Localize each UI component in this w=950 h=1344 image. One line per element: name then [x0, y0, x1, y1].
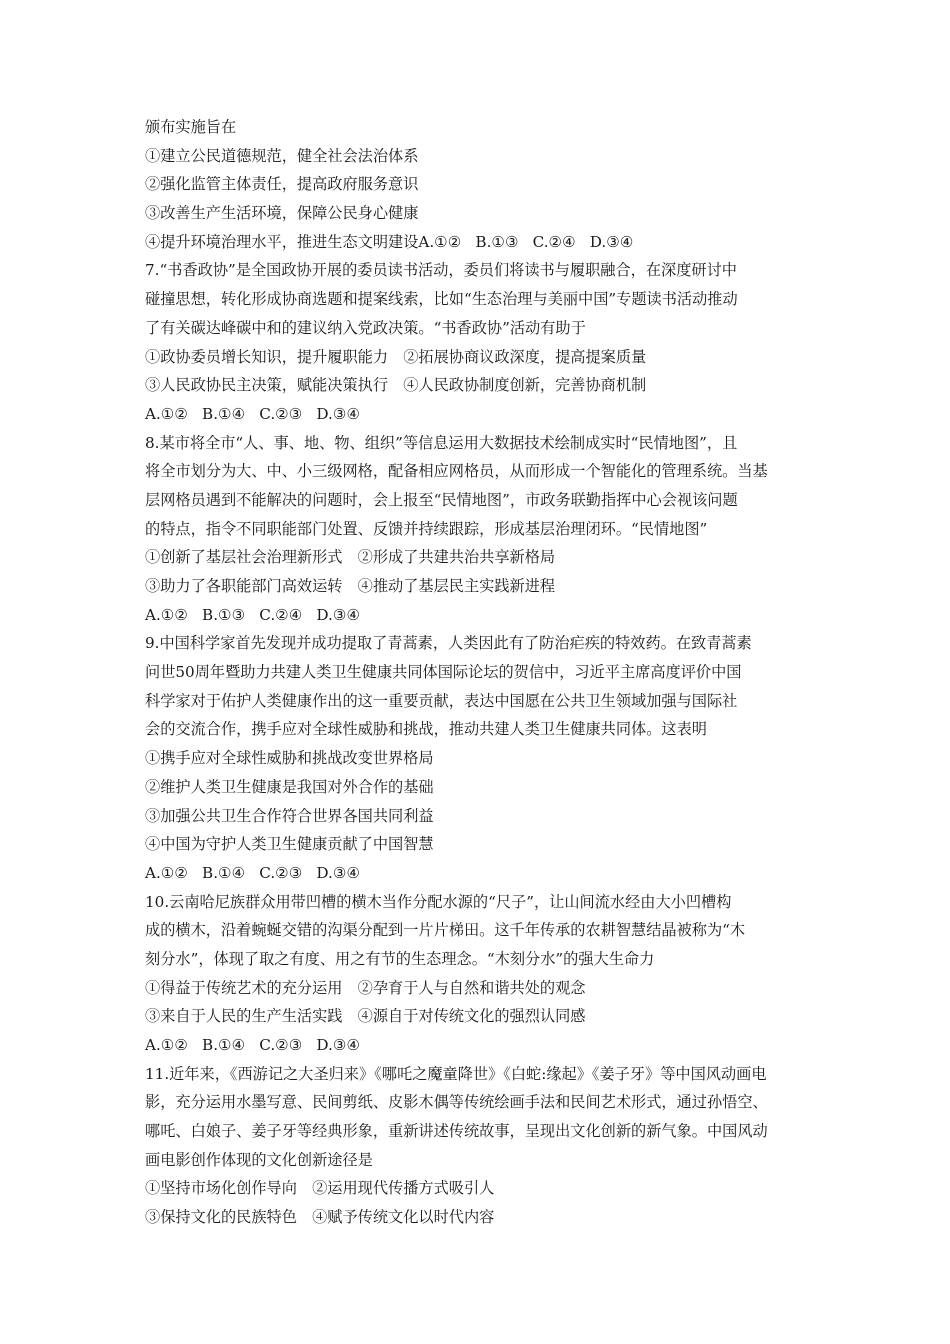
q6-option-2: ②强化监管主体责任，提高政府服务意识 [145, 175, 419, 194]
q7-choice-d: D.③④ [316, 404, 361, 423]
q8-options-row: ①创新了基层社会治理新形式 ②形成了共建共治共享新格局 [145, 548, 556, 567]
q9-option-4: ④中国为守护人类卫生健康贡献了中国智慧 [145, 835, 434, 854]
q11-stem-line: 11.近年来，《西游记之大圣归来》《哪吒之魔童降世》《白蛇:缘起》《姜子牙》等中国风动画电 [145, 1064, 767, 1083]
q9-choice-d: D.③④ [316, 863, 361, 882]
q7-stem-line: 碰撞思想，转化形成协商选题和提案线索，比如“生态治理与美丽中国”专题读书活动推动 [145, 290, 738, 309]
q9-stem-line: 科学家对于佑护人类健康作出的这一重要贡献，表达中国愿在公共卫生领域加强与国际社 [145, 691, 738, 710]
q8-stem-line: 将全市划分为大、中、小三级网格，配备相应网格员，从而形成一个智能化的管理系统。当基 [145, 462, 768, 481]
q9-option-2: ②维护人类卫生健康是我国对外合作的基础 [145, 777, 434, 796]
q10-choice-c: C.②③ [259, 1036, 303, 1054]
q9-option-1: ①携手应对全球性威胁和挑战改变世界格局 [145, 749, 434, 768]
q10-options-row: ③来自于人民的生产生活实践 ④源自于对传统文化的强烈认同感 [145, 1007, 586, 1026]
q9-stem-line: 问世50周年暨助力共建人类卫生健康共同体国际论坛的贺信中，习近平主席高度评价中国 [145, 663, 742, 682]
q6-choice-c: C.②④ [532, 232, 576, 251]
q8-choice-d: D.③④ [316, 605, 361, 624]
q8-stem-line: 8.某市将全市“人、事、地、物、组织”等信息运用大数据技术绘制成实时“民情地图”，且 [145, 433, 738, 452]
q9-choice-a: A.①② [145, 863, 189, 882]
q9-choices [145, 859, 825, 888]
q9-stem-line: 9.中国科学家首先发现并成功提取了青蒿素，人类因此有了防治疟疾的特效药。在致青蒿素 [145, 634, 752, 653]
q11-options-row: ③保持文化的民族特色 ④赋予传统文化以时代内容 [145, 1208, 495, 1227]
q7-stem-line: 7.“书香政协”是全国政协开展的委员读书活动，委员们将读书与履职融合，在深度研讨中 [145, 261, 737, 280]
q6-choice-b: B.①③ [475, 232, 519, 251]
q6-option-1: ①建立公民道德规范，健全社会法治体系 [145, 146, 419, 165]
q10-stem-line: 成的横木，沿着蜿蜒交错的沟渠分配到一片片梯田。这千年传承的农耕智慧结晶被称为“木 [145, 921, 746, 940]
exam-page [145, 113, 825, 1232]
q10-choice-a: A.①② [145, 1036, 189, 1054]
q10-choices [145, 1031, 825, 1060]
q7-choice-a: A.①② [145, 404, 189, 423]
q7-stem-line: 了有关碳达峰碳中和的建议纳入党政决策。“书香政协”活动有助于 [145, 318, 586, 337]
q8-choices [145, 601, 825, 630]
q8-choice-c: C.②④ [259, 605, 303, 624]
q6-option-4: ④提升环境治理水平，推进生态文明建设 [145, 232, 419, 251]
q6-option-3: ③改善生产生活环境，保障公民身心健康 [145, 204, 419, 223]
q6-choice-d: D.③④ [589, 232, 634, 251]
q11-options-row: ①坚持市场化创作导向 ②运用现代传播方式吸引人 [145, 1179, 495, 1198]
q7-choices [145, 400, 825, 429]
q11-stem-line: 画电影创作体现的文化创新途径是 [145, 1150, 373, 1169]
q10-stem-line: 刻分水”，体现了取之有度、用之有节的生态理念。“木刻分水”的强大生命力 [145, 949, 655, 968]
q9-choice-c: C.②③ [259, 863, 303, 882]
q7-choice-b: B.①④ [202, 404, 246, 423]
q8-choice-b: B.①③ [202, 605, 246, 624]
q7-choice-c: C.②③ [259, 404, 303, 423]
q8-stem-line: 层网格员遇到不能解决的问题时，会上报至“民情地图”，市政务联勤指挥中心会视该问题 [145, 490, 738, 509]
q9-option-3: ③加强公共卫生合作符合世界各国共同利益 [145, 806, 434, 825]
q6-choice-a: A.①② [418, 232, 462, 251]
q6-choices [418, 233, 647, 251]
q10-options-row: ①得益于传统艺术的充分运用 ②孕育于人与自然和谐共处的观念 [145, 978, 586, 997]
q9-choice-b: B.①④ [202, 863, 246, 882]
q6-option-4-and-choices [145, 228, 825, 257]
q6-stem-tail: 颁布实施旨在 [145, 118, 237, 136]
q8-options-row: ③助力了各职能部门高效运转 ④推动了基层民主实践新进程 [145, 577, 556, 595]
q9-stem-line: 会的交流合作，携手应对全球性威胁和挑战，推动共建人类卫生健康共同体。这表明 [145, 720, 707, 739]
q10-choice-d: D.③④ [316, 1036, 361, 1054]
q11-stem-line: 哪吒、白娘子、姜子牙等经典形象，重新讲述传统故事，呈现出文化创新的新气象。中国风动 [145, 1122, 768, 1141]
q10-choice-b: B.①④ [202, 1036, 246, 1054]
q7-options-row: ①政协委员增长知识，提升履职能力 ②拓展协商议政深度，提高提案质量 [145, 347, 647, 366]
q10-stem-line: 10.云南哈尼族群众用带凹槽的横木当作分配水源的“尺子”，让山间流水经由大小凹槽构 [145, 892, 732, 911]
q8-stem-line: 的特点，指令不同职能部门处置、反馈并持续跟踪，形成基层治理闭环。“民情地图” [145, 519, 708, 538]
q7-options-row: ③人民政协民主决策，赋能决策执行 ④人民政协制度创新，完善协商机制 [145, 376, 647, 395]
q11-stem-line: 影，充分运用水墨写意、民间剪纸、皮影木偶等传统绘画手法和民间艺术形式，通过孙悟空、 [145, 1093, 768, 1112]
q8-choice-a: A.①② [145, 605, 189, 624]
